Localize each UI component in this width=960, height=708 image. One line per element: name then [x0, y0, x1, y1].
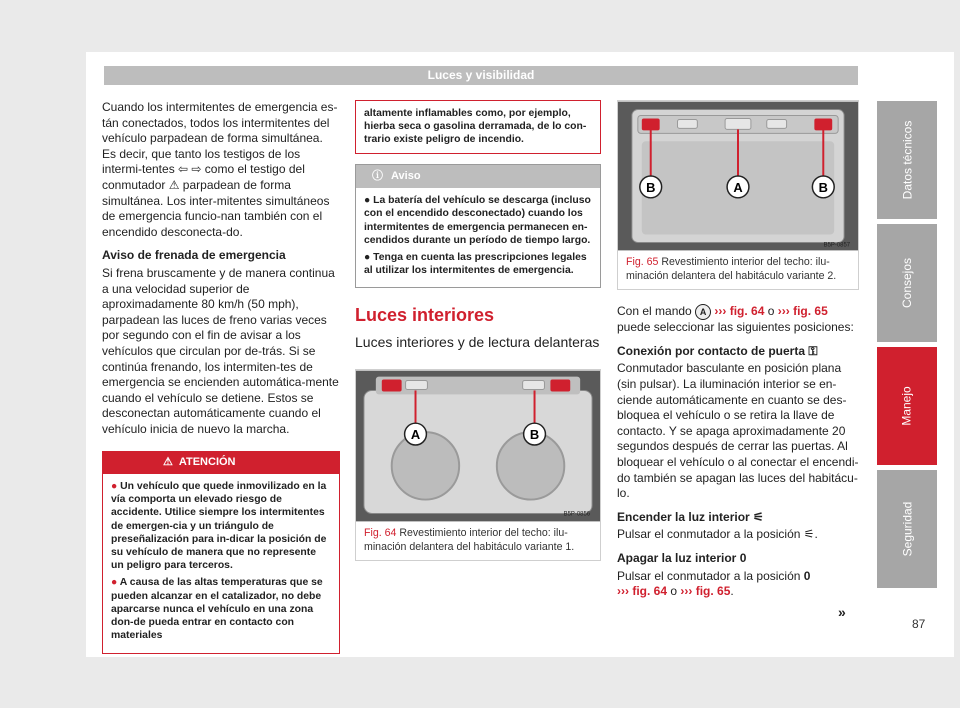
figure-caption-text: Revestimiento interior del techo: ilu-minación delantera del habitáculo variante 2. [626, 256, 837, 282]
heading-frenada: Aviso de frenada de emergencia [102, 248, 286, 263]
page-header: Luces y visibilidad [104, 66, 858, 85]
figure-64-caption [356, 522, 600, 560]
tab-seguridad[interactable] [877, 470, 937, 588]
warning-item-text: A causa de las altas temperaturas que se pueden alcanzar en el catalizador, no debe aparcarse nunca el vehículo en una zona don-de pueda entrar en contacto con materiales [111, 577, 323, 642]
callout-a: A [410, 427, 421, 443]
tab-label: Consejos [900, 257, 914, 309]
figure-code: B5P-0856 [563, 511, 591, 518]
aviso-header [356, 165, 600, 189]
control-a-badge: A [695, 304, 711, 320]
heading-apagar: Apagar la luz interior 0 [617, 550, 747, 565]
aviso-title: Aviso [391, 169, 421, 182]
link-fig-65[interactable]: ››› fig. 65 [680, 584, 731, 599]
section-title: Luces interiores [355, 305, 495, 326]
paragraph-encender: Pulsar el conmutador a la posición ⚟. [617, 527, 818, 542]
tab-label: Datos técnicos [900, 120, 915, 200]
aviso-body [356, 188, 600, 287]
aviso-item-text: La batería del vehículo se descarga (incluso con el encendido desconectado) cuando los intermitentes de emergencia permanecen en-cendidos durante un período de tiempo largo. [364, 195, 591, 246]
callout-b: B [529, 427, 540, 443]
warning-triangle-icon: ⚠ [163, 456, 173, 469]
tab-datos-tecnicos[interactable] [877, 101, 937, 219]
warning-title: ATENCIÓN [178, 456, 236, 469]
column-3 [617, 100, 859, 608]
tab-consejos[interactable] [877, 224, 937, 342]
warning-continued-text: altamente inflamables como, por ejemplo, hierba seca o gasolina derramada, de lo con-trario existe peligro de incendio. [364, 108, 587, 146]
column-2 [355, 100, 601, 561]
warning-box-continued [355, 100, 601, 154]
figure-65-caption [618, 251, 858, 289]
warning-item: ● Un vehículo que quede inmovilizado en la vía comporta un elevado riesgo de accidente. Utilice siempre los intermitentes de emergen-cia y un triángulo de preseñalización para in-dicar la posición de su vehículo de manera que no represente un peligro para terceros. [111, 481, 327, 572]
info-icon: ⓘ [372, 169, 383, 182]
text-span: Pulsar el conmutador a la posición [617, 568, 801, 583]
heading-puerta: Conexión por contacto de puerta ⚿ [617, 343, 818, 358]
figure-label: Fig. 65 [626, 256, 659, 268]
warning-item: ● A causa de las altas temperaturas que se pueden alcanzar en el catalizador, no debe aparcarse nunca el vehículo en una zona don-de pueda entrar en contacto con materiales [111, 577, 323, 642]
figure-65-image [618, 101, 858, 251]
continue-marker: » [838, 604, 846, 620]
text-span: . [730, 584, 734, 599]
figure-64 [355, 369, 601, 561]
aviso-item: ● La batería del vehículo se descarga (incluso con el encendido desconectado) cuando los intermitentes de emergencia permanecen en-cendidos durante un período de tiempo largo. [364, 195, 591, 246]
figure-code: B5P-0857 [823, 242, 851, 249]
link-fig-65[interactable]: ››› fig. 65 [777, 304, 828, 319]
warning-header [103, 452, 339, 474]
tab-manejo[interactable] [877, 347, 937, 465]
figure-64-image [356, 370, 600, 522]
aviso-box [355, 164, 601, 289]
sub-title: Luces interiores y de lectura delanteras [355, 334, 600, 351]
warning-box [102, 451, 340, 653]
figure-caption-text: Revestimiento interior del techo: ilu-minación delantera del habitáculo variante 1. [364, 527, 575, 553]
heading-encender: Encender la luz interior ⚟ [617, 509, 764, 524]
column-1 [102, 100, 340, 654]
tab-label: Manejo [899, 386, 914, 426]
link-fig-64[interactable]: ››› fig. 64 [617, 584, 667, 599]
page-number: 87 [912, 617, 926, 631]
text-span: Con el mando [617, 304, 692, 319]
aviso-item: ● Tenga en cuenta las prescripciones legales al utilizar los intermitentes de emergencia. [364, 252, 587, 277]
warning-body [103, 474, 339, 652]
text-span: puede seleccionar las siguientes posiciones: [617, 320, 854, 335]
paragraph-puerta: Conmutador basculante en posición plana (sin pulsar). La iluminación interior se en-ciende automáticamente en cuanto se des-bloquea el vehículo o se retira la llave de contacto. Y se apaga aproximadamente 20 segundos después de cerrar las puertas. Al bloquear el vehículo o al conectar el encendi-do también se apagan las luces del habitácu-lo. [617, 361, 859, 501]
position-zero: 0 [803, 568, 811, 583]
callout-a: A [733, 179, 743, 195]
text-span: o [767, 304, 775, 319]
text-span: o [670, 584, 678, 599]
aviso-item-text: Tenga en cuenta las prescripciones legales al utilizar los intermitentes de emergencia. [364, 252, 587, 277]
paragraph-intro-mando [617, 304, 859, 336]
callout-b: B [818, 179, 828, 195]
paragraph-intro: Cuando los intermitentes de emergencia es-tán conectados, todos los intermitentes del vehículo parpadean de forma simultánea. Es decir, que tanto los testigos de los intermi-tentes ⇦ ⇨ como el testigo del conmutador ⚠ parpadean de forma simultánea. Los inter-mitentes simultáneos de emergencia funcio-nan también con el encendido desconecta-do. [102, 100, 338, 239]
link-fig-64[interactable]: ››› fig. 64 [714, 304, 765, 319]
tab-label: Seguridad [900, 501, 914, 557]
figure-label: Fig. 64 [364, 527, 397, 540]
callout-b: B [646, 179, 656, 195]
paragraph-frenada: Si frena bruscamente y de manera continua a una velocidad superior de aproximadamente 80 km/h (50 mph), parpadean las luces de freno varias veces por segundo con el fin de avisar a los vehículos que circulan por de-trás. Si se continúa frenando, los intermiten-tes de emergencia se encienden automática-mente cuando el vehículo se detiene. Estos se desconectan automáticamente cuando el vehículo inicia de nuevo la marcha. [102, 265, 339, 436]
paragraph-apagar [617, 569, 859, 600]
figure-65 [617, 100, 859, 290]
warning-item-text: Un vehículo que quede inmovilizado en la vía comporta un elevado riesgo de accidente. Utilice siempre los intermitentes de emergen-cia y un triángulo de preseñalización para in-dicar la posición de su vehículo de manera que no represente un peligro para terceros. [111, 481, 327, 572]
